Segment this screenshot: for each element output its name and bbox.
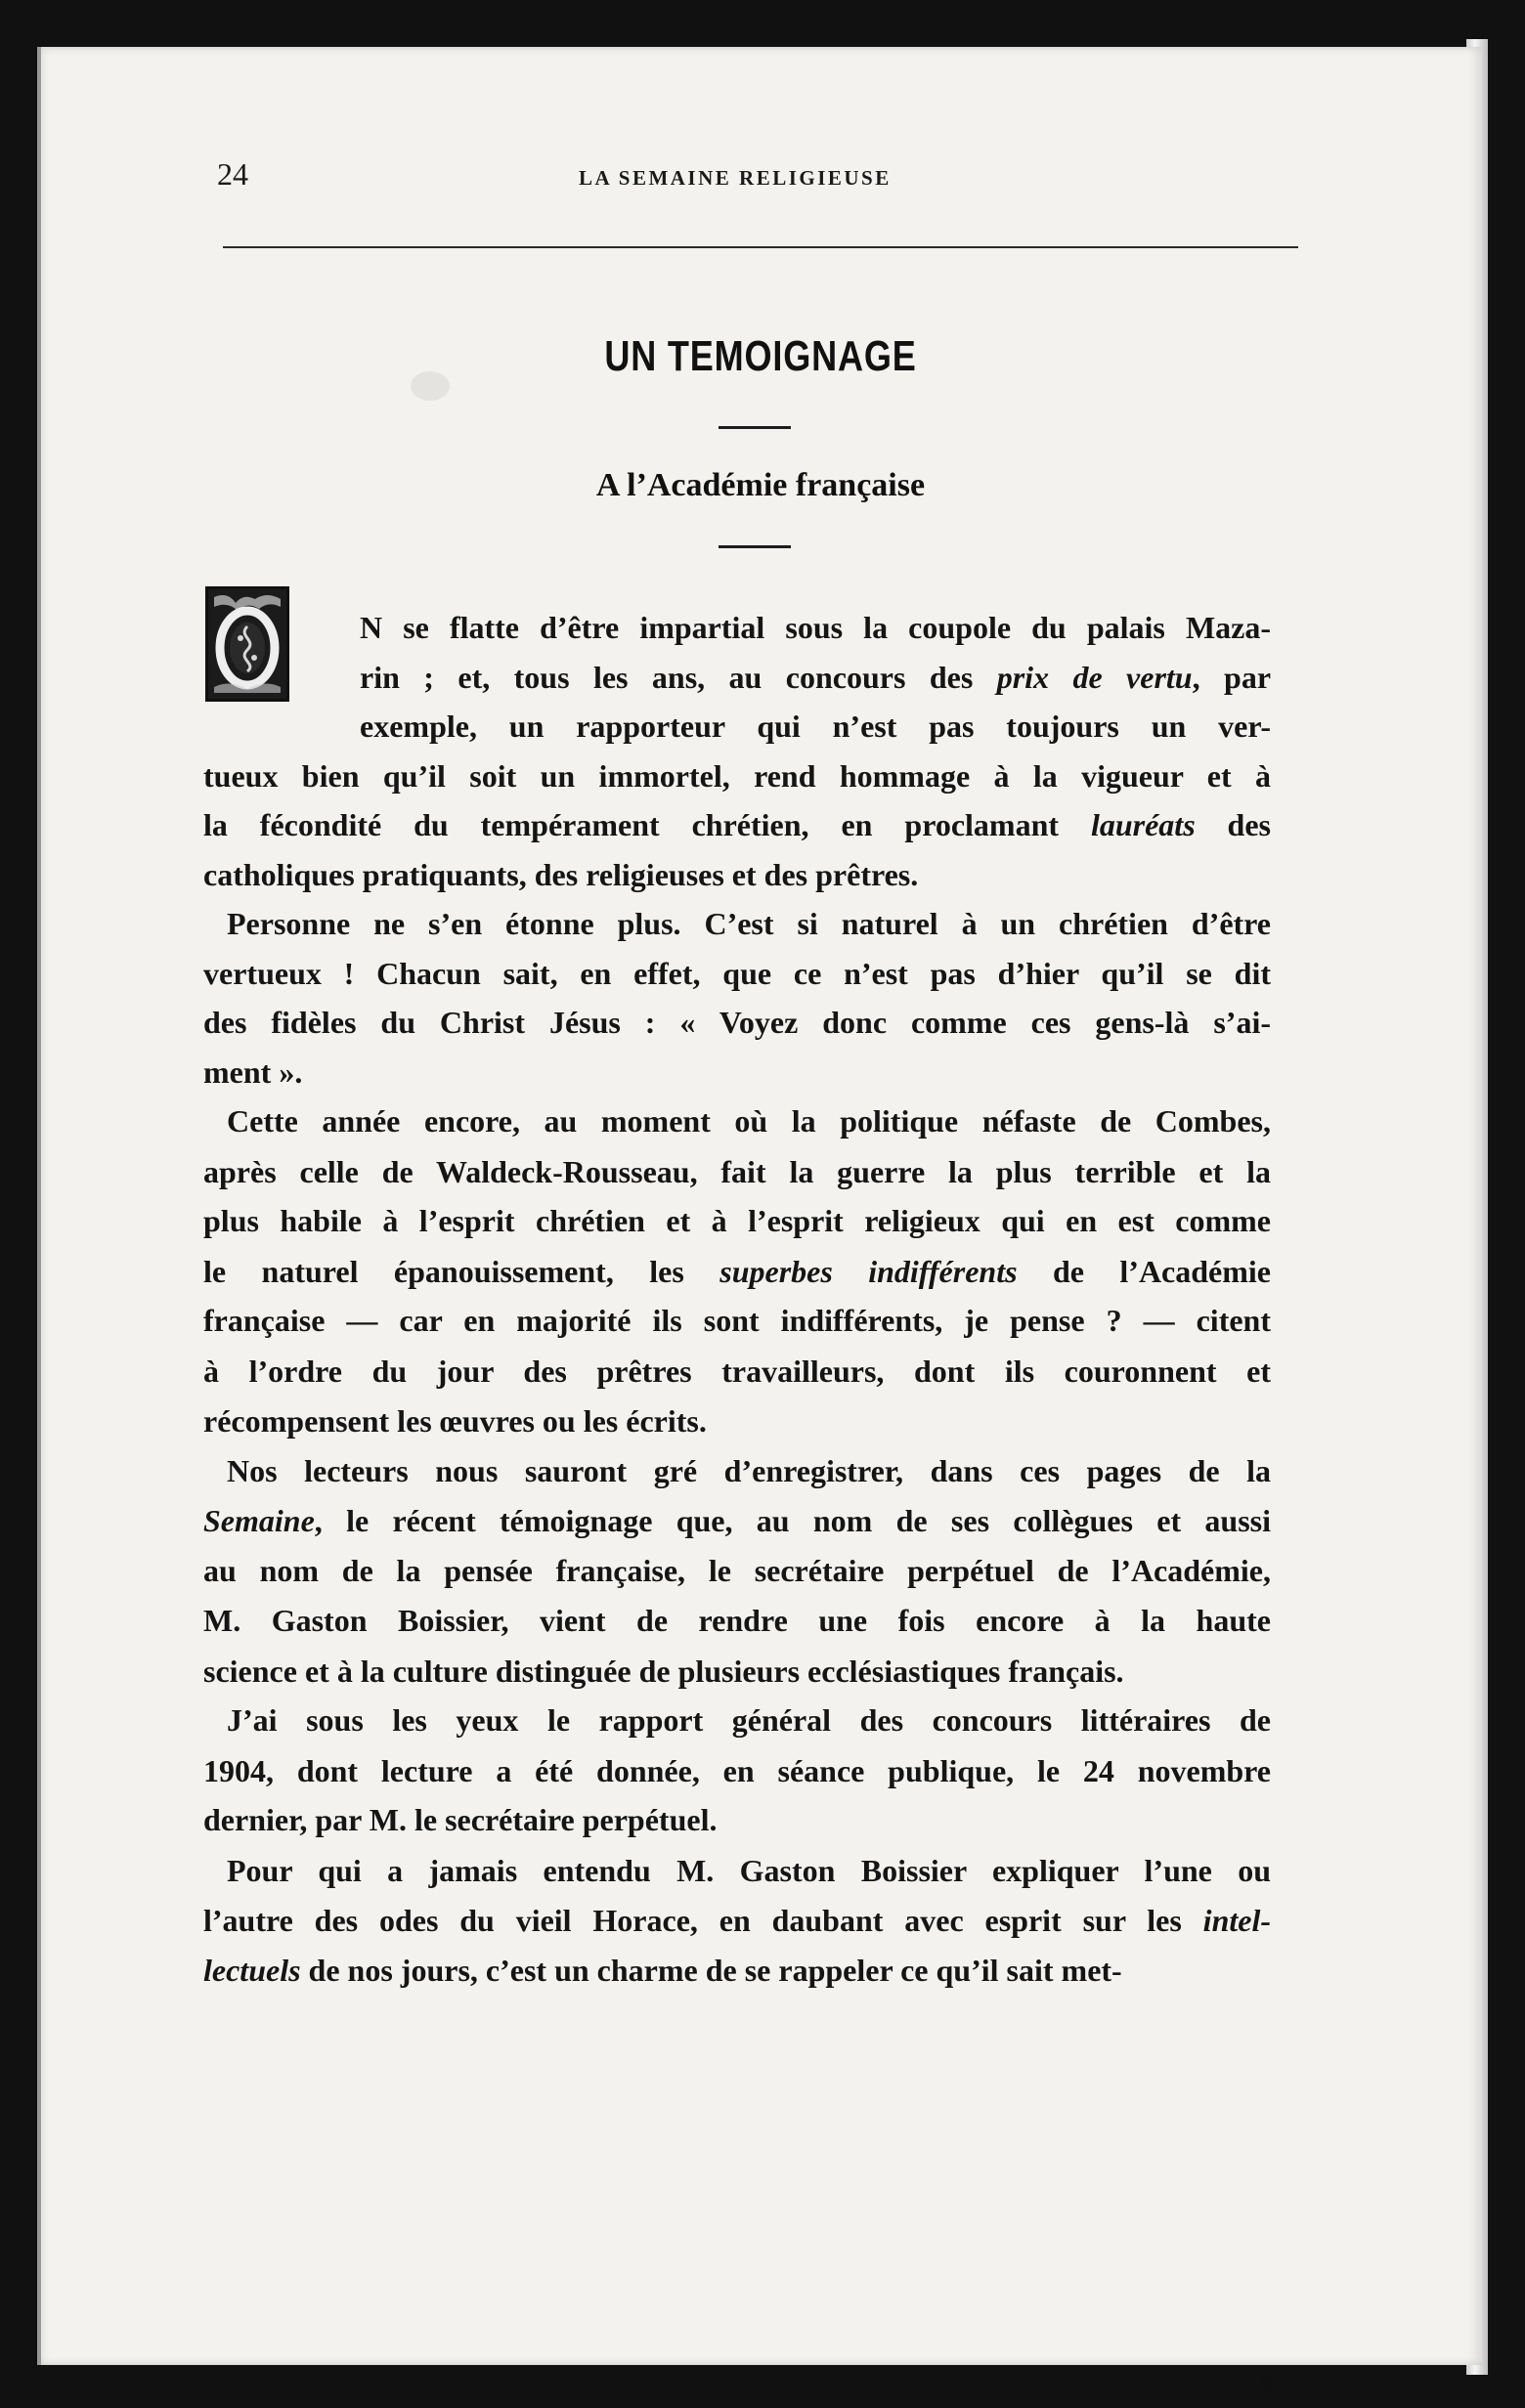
body-text: rin ; et, tous les ans, au concours des [360, 659, 997, 695]
body-line [203, 1951, 1122, 1990]
body-text: plus habile à l’esprit chrétien et à l’esprit religieux qui en est comme [203, 1203, 1271, 1238]
body-text: M. Gaston Boissier, vient de rendre une fois encore à la haute [203, 1603, 1271, 1638]
body-text: , par [1192, 659, 1272, 695]
paper-speck [411, 371, 450, 401]
body-line [203, 1201, 1271, 1240]
body-text: à l’ordre du jour des prêtres travailleurs, dont ils couronnent et [203, 1353, 1271, 1389]
body-line [203, 1652, 1124, 1691]
body-text: récompensent les œuvres ou les écrits. [203, 1403, 707, 1439]
body-text: science et à la culture distinguée de plusieurs ecclésiastiques français. [203, 1653, 1124, 1689]
subtitle-rule [719, 545, 791, 548]
body-text: dernier, par M. le secrétaire perpétuel. [203, 1802, 718, 1837]
italic-text: lauréats [1090, 807, 1196, 842]
article-title: UN TEMOIGNAGE [604, 332, 917, 380]
body-line [203, 1551, 1271, 1590]
body-text: des [1195, 807, 1272, 842]
body-text: , le récent témoignage que, au nom de ses collègues et aussi [314, 1503, 1271, 1538]
italic-text: intel- [1202, 1903, 1271, 1938]
header-rule [223, 246, 1298, 248]
body-line [203, 1800, 717, 1839]
italic-text: lectuels [203, 1952, 301, 1988]
body-text: N se flatte d’être impartial sous la coupole du palais Maza- [360, 610, 1271, 645]
body-line [203, 1352, 1271, 1391]
body-line [203, 1751, 1271, 1790]
body-text: vertueux ! Chacun sait, en effet, que ce n’est pas d’hier qu’il se dit [203, 955, 1271, 991]
body-text: de l’Académie [1017, 1253, 1272, 1289]
italic-text: superbes indifférents [719, 1253, 1018, 1289]
italic-text: Semaine [203, 1503, 315, 1538]
title-rule [719, 426, 791, 429]
body-text: après celle de Waldeck-Rousseau, fait la guerre la plus terrible et la [203, 1153, 1271, 1189]
body-line [360, 707, 1271, 746]
article-subtitle: A l’Académie française [595, 467, 926, 503]
body-text: exemple, un rapporteur qui n’est pas toujours un ver- [360, 709, 1271, 744]
body-text: J’ai sous les yeux le rapport général des concours littéraires de [227, 1702, 1271, 1738]
dropcap-o-icon [208, 589, 286, 699]
body-text: catholiques pratiquants, des religieuses et des prêtres. [203, 856, 919, 892]
body-text: des fidèles du Christ Jésus : « Voyez donc comme ces gens-là s’ai- [203, 1005, 1271, 1040]
body-line [203, 1301, 1271, 1340]
body-line [203, 1003, 1271, 1042]
body-line [227, 1700, 1271, 1740]
body-text: l’autre des odes du vieil Horace, en daubant avec esprit sur les [203, 1903, 1203, 1938]
body-text: Pour qui a jamais entendu M. Gaston Boissier expliquer l’une ou [227, 1852, 1271, 1888]
body-text: au nom de la pensée française, le secrétaire perpétuel de l’Académie, [203, 1552, 1271, 1588]
page-header [217, 156, 1302, 215]
body-line [203, 1501, 1271, 1540]
dropcap-ornament [205, 586, 289, 702]
paper-speck [1261, 2375, 1275, 2392]
body-line [203, 1152, 1271, 1191]
body-text: ment ». [203, 1054, 303, 1090]
body-line [203, 1601, 1271, 1640]
body-line [203, 1252, 1271, 1291]
body-line [227, 1851, 1271, 1890]
page-edge-left [37, 47, 41, 2365]
body-line [203, 1401, 707, 1440]
body-text: Nos lecteurs nous sauront gré d’enregistrer, dans ces pages de la [227, 1452, 1271, 1488]
body-line [360, 608, 1271, 647]
page-number: 24 [217, 156, 248, 192]
body-line [203, 954, 1271, 993]
body-text: Cette année encore, au moment où la politique néfaste de Combes, [227, 1103, 1271, 1139]
body-line [203, 855, 918, 894]
body-line [360, 658, 1271, 697]
body-line [203, 805, 1271, 844]
body-line [227, 1451, 1271, 1490]
body-text: Personne ne s’en étonne plus. C’est si naturel à un chrétien d’être [227, 906, 1271, 941]
body-line [227, 1101, 1271, 1140]
running-title: LA SEMAINE RELIGIEUSE [579, 166, 892, 190]
body-text: de nos jours, c’est un charme de se rappeler ce qu’il sait met- [300, 1952, 1122, 1988]
body-line [203, 756, 1271, 796]
body-text: tueux bien qu’il soit un immortel, rend hommage à la vigueur et à [203, 757, 1271, 794]
body-text: française — car en majorité ils sont indifférents, je pense ? — citent [203, 1303, 1271, 1338]
body-line [203, 1901, 1271, 1940]
body-text: 1904, dont lecture a été donnée, en séance publique, le 24 novembre [203, 1752, 1271, 1788]
italic-text: prix de vertu [996, 659, 1193, 695]
body-text: le naturel épanouissement, les [203, 1253, 720, 1289]
body-line [227, 904, 1271, 943]
body-text: la fécondité du tempérament chrétien, en proclamant [203, 807, 1091, 842]
body-line [203, 1053, 302, 1092]
